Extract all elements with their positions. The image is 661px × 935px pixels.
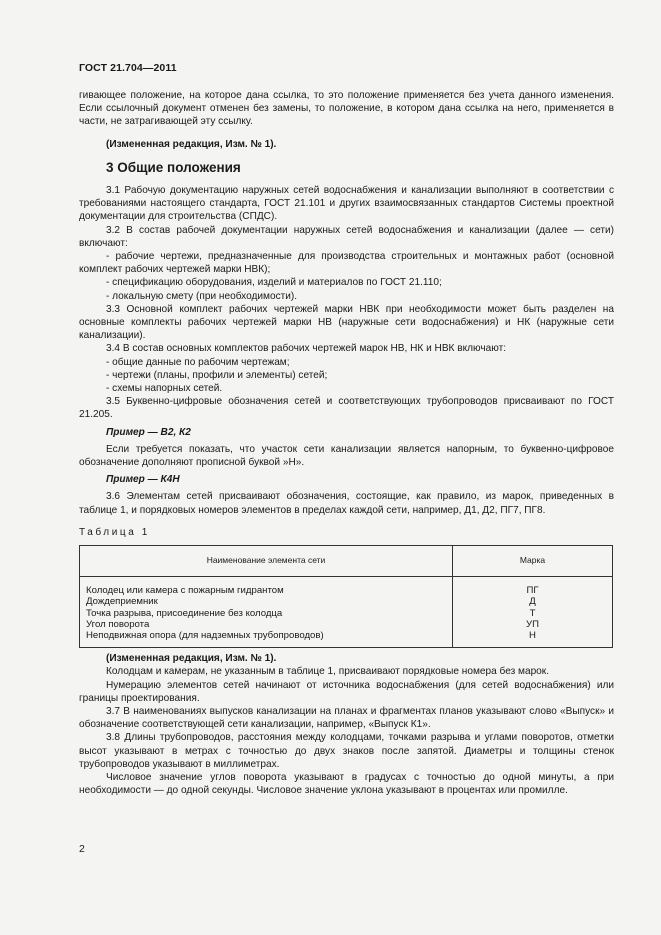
example-2: Пример — К4Н [106,474,180,486]
table-header-name: Наименование элемента сети [80,546,453,577]
element-mark: Д [529,596,536,608]
document-body [79,89,614,797]
paragraph-3-4: 3.4 В состав основных комплектов рабочих чертежей марок НВ, НК и НВК включают: [106,343,507,355]
element-mark: ПГ [526,585,539,597]
document-header: ГОСТ 21.704—2011 [79,62,177,74]
paragraph-3-8: 3.8 Длины трубопроводов, расстояния между колодцами, точками разрыва и углами поворотов, отметки высот указывают в метрах с точностью до двух знаков после запятой. Диаметры и толщины стенок трубопроводов указывают в миллиметрах. [79,732,614,770]
element-name: Дождеприемник [86,596,158,608]
table-caption: Таблица 1 [79,526,150,538]
element-mark: УП [526,618,539,630]
revision-note-2: (Измененная редакция, Изм. № 1). [106,653,277,665]
paragraph-3-2: 3.2 В состав рабочей документации наружных сетей водоснабжения и канализации (далее — сети) включают: [79,224,614,249]
list-item: - чертежи (планы, профили и элементы) сетей; [106,369,328,381]
table-header-mark: Марка [453,546,613,577]
page-number: 2 [79,843,85,855]
table-cell-marks [453,577,613,648]
list-item: - общие данные по рабочим чертежам; [106,356,290,368]
table-cell-names [80,577,453,648]
paragraph-numbering: Нумерацию элементов сетей начинают от источника водоснабжения (для сетей водоснабжения) или границы проектирования. [79,679,614,704]
paragraph-3-7: 3.7 В наименованиях выпусков канализации на планах и фрагментах планов указывают слово «Выпуск» и обозначение соответствующей сети канализации, например, «Выпуск К1». [79,705,614,731]
paragraph-3-3: 3.3 Основной комплект рабочих чертежей марки НВК при необходимости может быть разделен на основные комплекты рабочих чертежей марки НВ (наружные сети водоснабжения) и НК (наружные сети канализации). [79,303,614,342]
list-item: - схемы напорных сетей. [106,383,223,395]
paragraph-wells: Колодцам и камерам, не указанным в таблице 1, присваивают порядковые номера без марок. [106,666,550,678]
paragraph-3-6: 3.6 Элементам сетей присваивают обозначения, состоящие, как правило, из марок, приведенных в таблице 1, и порядковых номеров элементов в пределах каждой сети, например, Д1, Д2, ПГ7, ПГ8. [79,491,614,516]
paragraph-pressure: Если требуется показать, что участок сети канализации является напорным, то буквенно-цифровое обозначение дополняют прописной буквой »Н». [79,443,614,469]
section-title: 3 Общие положения [106,159,241,175]
revision-note: (Измененная редакция, Изм. № 1). [106,138,277,150]
list-item: - рабочие чертежи, предназначенные для производства строительных и монтажных работ (основной комплект рабочих чертежей марки НВК); [79,251,614,276]
intro-continuation: гивающее положение, на которое дана ссылка, то это положение применяется без учета данного изменения. Если ссылочный документ отменен без замены, то положение, в котором дана ссылка на него, применяется в части, не затрагивающей эту ссылку. [79,90,614,128]
element-name: Колодец или камера с пожарным гидрантом [86,585,284,597]
element-name: Неподвижная опора (для надземных трубопроводов) [86,629,324,641]
list-item: - спецификацию оборудования, изделий и материалов по ГОСТ 21.110; [106,277,442,289]
element-name: Точка разрыва, присоединение без колодца [86,607,283,619]
paragraph-3-5: 3.5 Буквенно-цифровые обозначения сетей и соответствующих трубопроводов присваивают по ГОСТ 21.205. [79,396,614,421]
paragraph-3-1: 3.1 Рабочую документацию наружных сетей водоснабжения и канализации выполняют в соответствии с требованиями настоящего стандарта, ГОСТ 21.101 и других взаимосвязанных стандартов Системы проектной документации для строительства (СПДС). [79,185,614,223]
marks-table [79,545,613,648]
element-mark: Н [529,629,536,641]
element-mark: Т [529,607,536,619]
element-name: Угол поворота [86,618,150,630]
paragraph-angles: Числовое значение углов поворота указывают в градусах с точностью до одной минуты, а при необходимости — до одной секунды. Числовое значение уклона указывают в процентах или промилле. [79,771,614,797]
list-item: - локальную смету (при необходимости). [106,290,298,302]
table-row [80,577,613,648]
example-1: Пример — В2, К2 [106,426,191,438]
